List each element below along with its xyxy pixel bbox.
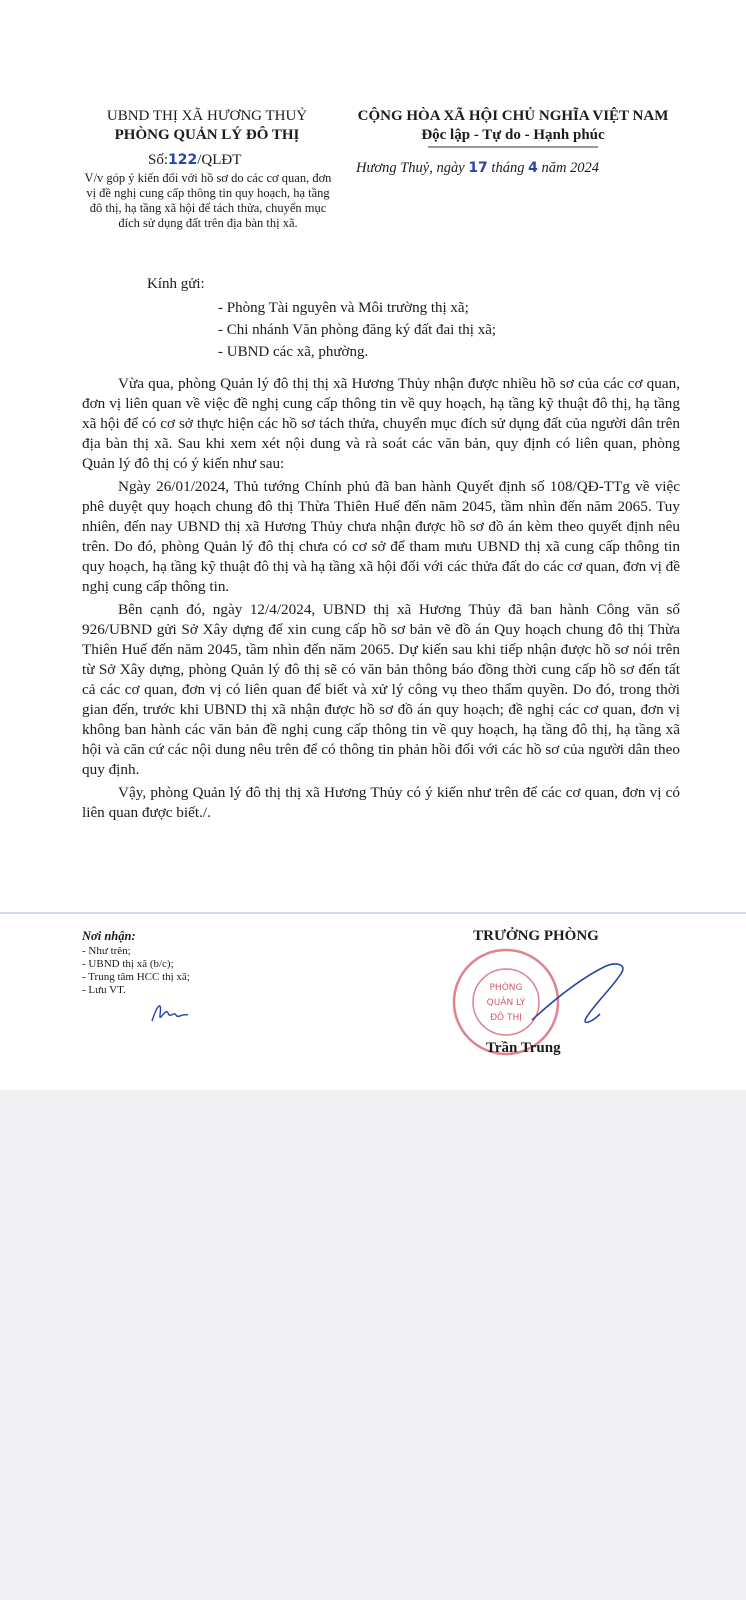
docno-prefix: Số:: [148, 152, 169, 168]
recipient-item: - Phòng Tài nguyên và Môi trường thị xã;: [218, 300, 469, 316]
place: Hương Thuỷ, ngày: [356, 160, 465, 176]
issuer-org: UBND THỊ XÃ HƯƠNG THUỶ: [106, 108, 308, 124]
cc-list: [82, 930, 302, 997]
national-motto: Độc lập - Tự do - Hạnh phúc: [421, 127, 605, 143]
document-number: [148, 152, 241, 169]
body-paragraph: Vừa qua, phòng Quản lý đô thị thị xã Hương Thủy nhận được nhiều hồ sơ của các cơ quan, đơn vị liên quan về việc đề nghị cung cấp thông tin về quy hoạch, hạ tầng kỹ thuật đô thị, hạ tầng xã hội để có cơ sở thực hiện các hồ sơ tách thửa, chuyển mục đích sử dụng đất của người dân trên địa bàn thị xã. Sau khi xem xét nội dung và rà soát các văn bản, quy định có liên quan, phòng Quản lý đô thị có ý kiến như sau:: [82, 375, 680, 472]
motto-underline: [428, 145, 598, 149]
body-paragraph: Bên cạnh đó, ngày 12/4/2024, UBND thị xã Hương Thủy đã ban hành Công văn số 926/UBND gửi Sở Xây dựng để xin cung cấp hồ sơ bản vẽ đồ án Quy hoạch chung đô thị Thừa Thiên Huế đến năm 2045, tầm nhìn đến năm 2065. Dự kiến sau khi tiếp nhận được hồ sơ nói trên từ Sở Xây dựng, phòng Quản lý đô thị sẽ có văn bản thông báo đồng thời cung cấp hồ sơ đến tất cả các cơ quan, đơn vị có liên quan để biết và xử lý công vụ theo thẩm quyền. Do đó, trong thời gian đến, trước khi UBND thị xã nhận được hồ sơ đồ án quy hoạch; đề nghị các cơ quan, đơn vị không ban hành các văn bản đề nghị cung cấp thông tin về quy hoạch, hạ tầng đô thị, hạ tầng xã hội và căn cứ các nội dung nêu trên để có thông tin phản hồi đối với các hồ sơ của người dân theo quy định.: [82, 601, 680, 778]
initials-signature: [148, 997, 192, 1027]
cc-title: Nơi nhận:: [82, 929, 136, 943]
nation-title: CỘNG HÒA XÃ HỘI CHỦ NGHĨA VIỆT NAM: [357, 108, 669, 124]
seal-line: QUẢN LÝ: [486, 998, 526, 1008]
docno-suffix: /QLĐT: [197, 152, 242, 168]
body-paragraph: Ngày 26/01/2024, Thủ tướng Chính phủ đã ban hành Quyết định số 108/QĐ-TTg về việc phê duyệt quy hoạch chung đô thị Thừa Thiên Huế đến năm 2045, tầm nhìn đến năm 2065. Tuy nhiên, đến nay UBND thị xã Hương Thủy chưa nhận được hồ sơ đồ án kèm theo quyết định nêu trên. Do đó, phòng Quản lý đô thị chưa có cơ sở để tham mưu UBND thị xã cung cấp thông tin quy hoạch, hạ tầng kỹ thuật đô thị và hạ tầng xã hội đối với các thửa đất do các cơ quan, đơn vị đề nghị cung cấp thông tin.: [82, 478, 680, 595]
signer-name: Trần Trung: [486, 1040, 561, 1056]
cc-item: - UBND thị xã (b/c);: [82, 958, 174, 970]
signature-block: [456, 928, 616, 1056]
cc-item: - Như trên;: [82, 945, 131, 957]
handwritten-signature: [526, 958, 636, 1038]
position-title: TRƯỞNG PHÒNG: [473, 928, 599, 944]
date-month: 4: [528, 160, 538, 176]
issuer-dept: PHÒNG QUẢN LÝ ĐÔ THỊ: [114, 127, 300, 143]
issuer-header: [82, 107, 332, 145]
seal-line: ĐÔ THỊ: [490, 1013, 522, 1023]
cc-item: - Trung tâm HCC thị xã;: [82, 971, 190, 983]
seal-line: PHÒNG: [489, 983, 523, 993]
month-label: tháng: [491, 160, 525, 176]
national-header: [338, 107, 688, 149]
date-day: 17: [468, 160, 488, 176]
date-year: năm 2024: [541, 160, 600, 176]
recipient-item: - UBND các xã, phường.: [218, 344, 369, 360]
scan-fold-line: [0, 912, 746, 914]
docno-handwritten: 122: [168, 152, 198, 168]
body-paragraph: Vậy, phòng Quản lý đô thị thị xã Hương Thủy có ý kiến như trên để các cơ quan, đơn vị có liên quan được biết./.: [82, 784, 680, 821]
subject-line: V/v góp ý kiến đối với hồ sơ do các cơ quan, đơn vị đề nghị cung cấp thông tin quy hoạch, hạ tầng đô thị, hạ tầng xã hội để tách thửa, chuyển mục đích sử dụng đất trên địa bàn thị xã.: [84, 171, 332, 230]
greeting: Kính gửi:: [147, 276, 205, 292]
recipient-list: [218, 297, 496, 363]
cc-item: - Lưu VT.: [82, 984, 126, 996]
letter-body: [82, 374, 680, 826]
recipient-item: - Chi nhánh Văn phòng đăng ký đất đai thị xã;: [218, 322, 497, 338]
place-date: [356, 160, 686, 177]
